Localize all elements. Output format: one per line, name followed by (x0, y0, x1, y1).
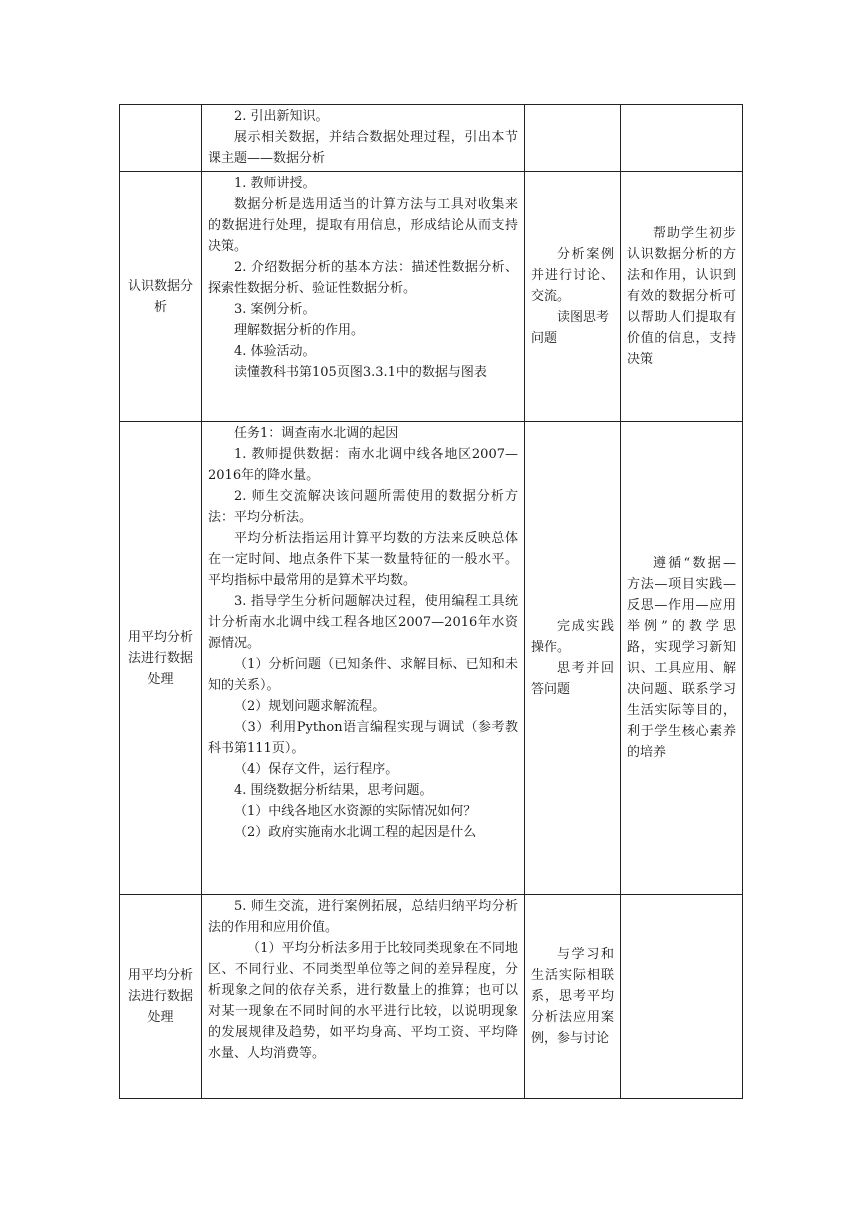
design-intent-text: 遵循“数据—方法—项目实践—反思—作用—应用举例”的教学思路，实现学习新知识、工具应用、解决问题、联系学习生活实际等目的，利于学生核心素养的培养 (627, 556, 736, 760)
table-row (120, 895, 743, 1099)
teacher-step: 3. 案例分析。 (234, 302, 316, 317)
teacher-activity-cell (202, 105, 525, 172)
teacher-step: 3. 指导学生分析问题解决过程，使用编程工具统计分析南水北调中线工程各地区2007—2016年水资源情况。 (208, 594, 518, 651)
stage-label: 用平均分析法进行数据处理 (127, 968, 193, 1025)
design-intent-cell (621, 105, 743, 172)
teacher-step: 读懂教科书第105页图3.3.1中的数据与图表 (234, 365, 487, 380)
table-row (120, 105, 743, 172)
teacher-step: 2. 师生交流解决该问题所需使用的数据分析方法：平均分析法。 (208, 489, 518, 525)
student-activity-cell (525, 422, 621, 895)
student-activity-text: 思考并回答问题 (531, 661, 614, 697)
teacher-step: 2. 介绍数据分析的基本方法：描述性数据分析、探索性数据分析、验证性数据分析。 (208, 260, 518, 296)
stage-label: 用平均分析法进行数据处理 (127, 629, 193, 687)
teacher-activity-cell (202, 172, 525, 422)
teacher-step: 理解数据分析的作用。 (234, 323, 365, 338)
teacher-step: （1）中线各地区水资源的实际情况如何？ (234, 804, 477, 819)
table-row (120, 422, 743, 895)
teacher-step: 4. 围绕数据分析结果，思考问题。 (234, 783, 433, 798)
student-activity-text: 与学习和生活实际相联系，思考平均分析法应用案例，参与讨论 (531, 947, 614, 1046)
teacher-step: （1）平均分析法多用于比较同类现象在不同地区、不同行业、不同类型单位等之间的差异程度，分析现象之间的依存关系，进行数量上的推算；也可以对某一现象在不同时间的水平进行比较，以说明现象的发展规律及趋势，如平均身高、平均工资、平均降水量、人均消费等。 (208, 941, 518, 1061)
teacher-step: 平均分析法指运用计算平均数的方法来反映总体在一定时间、地点条件下某一数量特征的一般水平。平均指标中最常用的是算术平均数。 (208, 531, 518, 588)
lesson-plan-table (119, 104, 743, 1099)
teacher-step: 展示相关数据，并结合数据处理过程，引出本节课主题——数据分析 (208, 130, 518, 166)
teacher-step: （1）分析问题（已知条件、求解目标、已知和未知的关系）。 (208, 657, 518, 693)
student-activity-text: 完成实践操作。 (531, 619, 614, 655)
stage-cell (120, 422, 202, 895)
student-activity-cell (525, 895, 621, 1099)
design-intent-cell (621, 422, 743, 895)
teacher-step: 5. 师生交流，进行案例拓展，总结归纳平均分析法的作用和应用价值。 (208, 899, 518, 935)
teacher-step: 1. 教师提供数据：南水北调中线各地区2007—2016年的降水量。 (208, 447, 518, 483)
stage-label: 认识数据分析 (127, 278, 193, 315)
stage-cell (120, 172, 202, 422)
student-activity-text: 读图思考问题 (531, 310, 610, 346)
student-activity-cell (525, 105, 621, 172)
teacher-step: 4. 体验活动。 (234, 344, 316, 359)
stage-cell (120, 105, 202, 172)
teacher-step: 2. 引出新知识。 (234, 109, 329, 124)
table-row (120, 172, 743, 422)
stage-cell (120, 895, 202, 1099)
teacher-step: （4）保存文件，运行程序。 (234, 762, 399, 777)
teacher-step: 任务1：调查南水北调的起因 (234, 426, 399, 441)
teacher-step: 数据分析是选用适当的计算方法与工具对收集来的数据进行处理，提取有用信息，形成结论从而支持决策。 (208, 197, 518, 254)
teacher-step: 1. 教师讲授。 (234, 176, 316, 191)
student-activity-cell (525, 172, 621, 422)
teacher-step: （2）政府实施南水北调工程的起因是什么 (234, 825, 477, 840)
design-intent-cell (621, 895, 743, 1099)
student-activity-text: 分析案例并进行讨论、交流。 (531, 247, 614, 304)
design-intent-cell (621, 172, 743, 422)
teacher-step: （2）规划问题求解流程。 (234, 699, 386, 714)
teacher-step: （3）利用Python语言编程实现与调试（参考教科书第111页）。 (208, 720, 518, 756)
teacher-activity-cell (202, 422, 525, 895)
design-intent-text: 帮助学生初步认识数据分析的方法和作用，认识到有效的数据分析可以帮助人们提取有价值的信息，支持决策 (627, 226, 736, 367)
teacher-activity-cell (202, 895, 525, 1099)
